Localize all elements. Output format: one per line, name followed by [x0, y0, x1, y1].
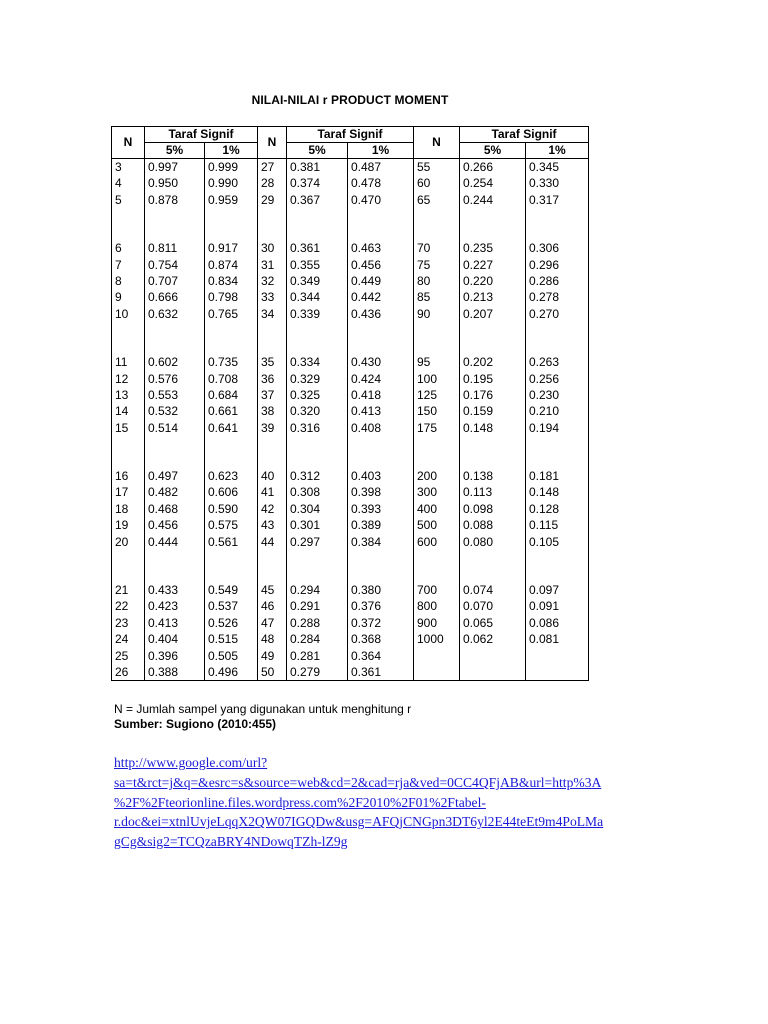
table-cell: 0.086: [529, 615, 560, 630]
table-cell: 46: [261, 599, 275, 614]
table-cell: 26: [115, 664, 129, 679]
table-cell: 0.537: [208, 599, 239, 614]
table-cell: 0.424: [351, 371, 382, 386]
table-cell: 0.834: [208, 273, 239, 288]
link-text-line[interactable]: gCg&sig2=TCQzaBRY4NDowqTZh-lZ9g: [114, 834, 348, 850]
table-cell: 0.304: [290, 501, 321, 516]
table-row-group: [112, 240, 589, 354]
table-cell: 0.606: [208, 485, 239, 500]
table-cell: 0.950: [148, 176, 179, 191]
table-row-group: [112, 159, 589, 241]
table-cell: 0.811: [148, 241, 178, 256]
n-values: [112, 354, 145, 468]
table-cell: 0.349: [290, 273, 321, 288]
column-header-taraf-signif: Taraf Signif: [460, 127, 589, 143]
table-cell: 0.195: [463, 371, 494, 386]
n-values: [112, 159, 145, 241]
table-cell: 48: [261, 632, 275, 647]
table-cell: 18: [115, 501, 129, 516]
n-values: [414, 240, 460, 354]
table-cell: 0.194: [529, 420, 560, 435]
table-cell: 0.404: [148, 632, 179, 647]
column-header-n: N: [414, 127, 460, 159]
table-cell: 0.308: [290, 485, 321, 500]
link-text-line[interactable]: r.doc&ei=xtnlUvjeLqqX2QW07IGQDw&usg=AFQjCNGpn3DT6yl2E44teEt9m4PoLMa: [114, 814, 604, 830]
table-cell: 45: [261, 583, 275, 598]
table-cell: 0.207: [463, 306, 494, 321]
table-row-group: [112, 354, 589, 468]
table-cell: 0.105: [529, 534, 560, 549]
table-cell: 0.325: [290, 387, 321, 402]
n-values: [258, 354, 287, 468]
table-cell: 0.128: [529, 501, 560, 516]
table-cell: 0.515: [208, 632, 239, 647]
n-values: [258, 582, 287, 681]
table-cell: 0.532: [148, 404, 179, 419]
table-cell: 0.754: [148, 257, 179, 272]
table-cell: 16: [115, 469, 129, 484]
table-cell: 0.065: [463, 615, 494, 630]
table-cell: 0.456: [351, 257, 382, 272]
r-5-percent-values: [287, 354, 348, 468]
table-cell: 40: [261, 469, 275, 484]
r-5-percent-values: [145, 240, 205, 354]
n-values: [112, 240, 145, 354]
table-cell: 0.098: [463, 501, 494, 516]
table-cell: 0.372: [351, 615, 382, 630]
r-5-percent-values: [145, 468, 205, 582]
table-cell: 800: [417, 599, 438, 614]
table-cell: 70: [417, 241, 431, 256]
table-cell: 0.230: [529, 387, 560, 402]
n-values: [112, 468, 145, 582]
table-cell: 0.442: [351, 290, 382, 305]
table-cell: 0.374: [290, 176, 321, 191]
table-cell: 37: [261, 387, 275, 402]
table-cell: 0.355: [290, 257, 321, 272]
table-cell: 0.553: [148, 387, 179, 402]
notes: [114, 702, 411, 732]
table-cell: 0.297: [290, 534, 321, 549]
table-cell: 49: [261, 648, 275, 663]
table-cell: 0.408: [351, 420, 382, 435]
table-cell: 0.393: [351, 501, 382, 516]
table-cell: 0.081: [529, 632, 560, 647]
table-cell: 41: [261, 485, 275, 500]
table-cell: 0.468: [148, 501, 179, 516]
table-cell: 0.478: [351, 176, 382, 191]
r-1-percent-values: [526, 159, 589, 241]
table-cell: 0.312: [290, 469, 321, 484]
table-cell: 33: [261, 290, 275, 305]
table-cell: 0.334: [290, 355, 321, 370]
table-cell: 36: [261, 371, 275, 386]
table-cell: 0.959: [208, 192, 239, 207]
table-cell: 44: [261, 534, 275, 549]
table-cell: 34: [261, 306, 275, 321]
table-cell: 0.602: [148, 355, 179, 370]
r-1-percent-values: [205, 582, 258, 681]
r-1-percent-values: [205, 159, 258, 241]
table-cell: 0.244: [463, 192, 494, 207]
table-cell: 0.487: [351, 160, 382, 174]
table-cell: 0.213: [463, 290, 494, 305]
table-cell: 0.575: [208, 518, 239, 533]
table-cell: 0.384: [351, 534, 382, 549]
table-cell: 5: [115, 192, 122, 207]
table-cell: 0.097: [529, 583, 560, 598]
table-cell: 0.361: [351, 664, 382, 679]
table-cell: 0.708: [208, 371, 239, 386]
r-1-percent-values: [348, 240, 414, 354]
n-values: [414, 468, 460, 582]
table-cell: 0.482: [148, 485, 179, 500]
table-cell: 14: [115, 404, 129, 419]
r-5-percent-values: [145, 354, 205, 468]
r-1-percent-values: [526, 240, 589, 354]
table-cell: 0.514: [148, 420, 179, 435]
table-cell: 500: [417, 518, 438, 533]
table-cell: 0.997: [148, 160, 179, 174]
table-cell: 0.113: [463, 485, 493, 500]
link-text-line[interactable]: sa=t&rct=j&q=&esrc=s&source=web&cd=2&cad=rja&ved=0CC4QFjAB&url=http%3A: [114, 774, 602, 790]
table-cell: 35: [261, 355, 275, 370]
column-header-1-percent: 1%: [348, 143, 414, 159]
table-cell: 29: [261, 192, 275, 207]
table-cell: 0.330: [529, 176, 560, 191]
column-header-taraf-signif: Taraf Signif: [287, 127, 414, 143]
table-cell: 300: [417, 485, 438, 500]
table-cell: 600: [417, 534, 438, 549]
table-cell: 0.279: [290, 664, 321, 679]
table-cell: 0.367: [290, 192, 321, 207]
table-cell: 0.423: [148, 599, 179, 614]
table-cell: 400: [417, 501, 438, 516]
r-5-percent-values: [460, 159, 526, 241]
table-cell: 0.227: [463, 257, 494, 272]
table-cell: 0.339: [290, 306, 321, 321]
table-cell: 0.389: [351, 518, 382, 533]
table-cell: 60: [417, 176, 431, 191]
column-header-5-percent: 5%: [287, 143, 348, 159]
r-5-percent-values: [287, 468, 348, 582]
r-1-percent-values: [348, 468, 414, 582]
r-1-percent-values: [348, 159, 414, 241]
table-cell: 0.463: [351, 241, 382, 256]
table-cell: 0.496: [208, 664, 239, 679]
table-cell: 50: [261, 664, 275, 679]
table-cell: 0.070: [463, 599, 494, 614]
table-cell: 0.294: [290, 583, 321, 598]
table-cell: 38: [261, 404, 275, 419]
table-cell: 80: [417, 273, 431, 288]
table-cell: 7: [115, 257, 122, 272]
n-values: [414, 354, 460, 468]
table-cell: 75: [417, 257, 431, 272]
table-cell: 0.990: [208, 176, 239, 191]
table-cell: 23: [115, 615, 129, 630]
table-cell: 0.381: [290, 160, 321, 174]
r-5-percent-values: [460, 354, 526, 468]
table-cell: 0.361: [290, 241, 321, 256]
table-cell: 0.590: [208, 501, 239, 516]
table-cell: 0.433: [148, 583, 179, 598]
r-5-percent-values: [287, 240, 348, 354]
link-text-line[interactable]: %2F%2Fteorionline.files.wordpress.com%2F2010%2F01%2Ftabel-: [114, 794, 486, 810]
source-citation: Sumber: Sugiono (2010:455): [114, 717, 277, 731]
table-cell: 32: [261, 273, 275, 288]
table-cell: 0.403: [351, 469, 382, 484]
n-values: [112, 582, 145, 681]
table-cell: 0.398: [351, 485, 382, 500]
column-header-1-percent: 1%: [205, 143, 258, 159]
table-cell: 0.266: [463, 160, 494, 174]
table-cell: 90: [417, 306, 431, 321]
table-cell: 42: [261, 501, 275, 516]
n-values: [258, 240, 287, 354]
table-cell: 0.576: [148, 371, 179, 386]
table-cell: 0.641: [208, 420, 239, 435]
table-cell: 0.317: [529, 192, 560, 207]
table-cell: 0.368: [351, 632, 382, 647]
table-cell: 21: [115, 583, 129, 598]
n-values: [258, 159, 287, 241]
table-cell: 0.148: [463, 420, 494, 435]
table-cell: 17: [115, 485, 129, 500]
table-cell: 0.329: [290, 371, 321, 386]
table-cell: 0.301: [290, 518, 321, 533]
table-cell: 0.444: [148, 534, 179, 549]
r-5-percent-values: [287, 582, 348, 681]
table-cell: 10: [115, 306, 129, 321]
table-cell: 0.661: [208, 404, 239, 419]
table-cell: 0.202: [463, 355, 494, 370]
table-cell: 0.470: [351, 192, 382, 207]
r-5-percent-values: [145, 582, 205, 681]
table-cell: 0.798: [208, 290, 239, 305]
table-cell: 0.413: [148, 615, 179, 630]
column-header-1-percent: 1%: [526, 143, 589, 159]
column-header-taraf-signif: Taraf Signif: [145, 127, 258, 143]
table-cell: 0.449: [351, 273, 382, 288]
table-cell: 0.418: [351, 387, 382, 402]
table-cell: 15: [115, 420, 129, 435]
table-cell: 0.549: [208, 583, 239, 598]
table-cell: 0.210: [529, 404, 560, 419]
r-1-percent-values: [205, 468, 258, 582]
table-cell: 175: [417, 420, 438, 435]
table-cell: 0.497: [148, 469, 179, 484]
table-cell: 0.220: [463, 273, 494, 288]
table-cell: 0.505: [208, 648, 239, 663]
r-1-percent-values: [526, 468, 589, 582]
table-cell: 55: [417, 160, 431, 174]
table-cell: 0.270: [529, 306, 560, 321]
table-cell: 0.999: [208, 160, 239, 174]
footnote: N = Jumlah sampel yang digunakan untuk menghitung r: [114, 702, 412, 716]
table-cell: 0.088: [463, 518, 494, 533]
table-cell: 25: [115, 648, 129, 663]
table-cell: 0.345: [529, 160, 560, 174]
table-cell: 1000: [417, 632, 444, 647]
table-cell: 0.456: [148, 518, 179, 533]
table-cell: 0.765: [208, 306, 239, 321]
table-cell: 9: [115, 290, 122, 305]
table-cell: 0.235: [463, 241, 494, 256]
column-header-5-percent: 5%: [460, 143, 526, 159]
r-5-percent-values: [460, 582, 526, 681]
table-cell: 0.138: [463, 469, 494, 484]
table-cell: 0.436: [351, 306, 382, 321]
source-link[interactable]: [114, 753, 734, 852]
table-cell: 24: [115, 632, 129, 647]
table-cell: 19: [115, 518, 129, 533]
table-cell: 0.281: [290, 648, 321, 663]
r-5-percent-values: [287, 159, 348, 241]
table-cell: 27: [261, 160, 275, 174]
table-cell: 0.526: [208, 615, 239, 630]
table-cell: 0.256: [529, 371, 560, 386]
table-cell: 0.561: [208, 534, 239, 549]
table-cell: 47: [261, 615, 275, 630]
table-cell: 0.707: [148, 273, 179, 288]
r-product-moment-table: [111, 126, 589, 681]
r-5-percent-values: [145, 159, 205, 241]
table-cell: 0.320: [290, 404, 321, 419]
table-cell: 0.080: [463, 534, 494, 549]
table-cell: 11: [115, 355, 128, 370]
table-row-group: [112, 468, 589, 582]
table-cell: 12: [115, 371, 129, 386]
table-cell: 0.376: [351, 599, 382, 614]
table-cell: 0.091: [529, 599, 560, 614]
table-cell: 0.388: [148, 664, 179, 679]
table-cell: 150: [417, 404, 438, 419]
r-1-percent-values: [205, 354, 258, 468]
table-cell: 0.288: [290, 615, 321, 630]
table-cell: 0.878: [148, 192, 179, 207]
table-cell: 0.263: [529, 355, 560, 370]
table-cell: 8: [115, 273, 122, 288]
table-cell: 0.430: [351, 355, 382, 370]
table-cell: 0.284: [290, 632, 321, 647]
table-cell: 0.176: [463, 387, 494, 402]
table-cell: 0.917: [208, 241, 239, 256]
table-cell: 0.159: [463, 404, 494, 419]
table-cell: 0.148: [529, 485, 560, 500]
table-cell: 0.364: [351, 648, 382, 663]
table-cell: 0.306: [529, 241, 560, 256]
table-cell: 0.413: [351, 404, 382, 419]
table-cell: 0.291: [290, 599, 321, 614]
n-values: [414, 582, 460, 681]
table-cell: 20: [115, 534, 129, 549]
table-cell: 30: [261, 241, 275, 256]
table-cell: 0.623: [208, 469, 239, 484]
table-cell: 900: [417, 615, 438, 630]
table-cell: 0.286: [529, 273, 560, 288]
table-cell: 85: [417, 290, 431, 305]
table-cell: 0.115: [529, 518, 559, 533]
n-values: [258, 468, 287, 582]
table-cell: 0.344: [290, 290, 321, 305]
r-1-percent-values: [348, 582, 414, 681]
table-row-group: [112, 582, 589, 681]
column-header-n: N: [112, 127, 145, 159]
r-1-percent-values: [526, 582, 589, 681]
table-cell: 3: [115, 160, 122, 174]
r-5-percent-values: [460, 240, 526, 354]
table-cell: 200: [417, 469, 438, 484]
r-5-percent-values: [460, 468, 526, 582]
page-title: NILAI-NILAI r PRODUCT MOMENT: [251, 93, 449, 107]
table-cell: 6: [115, 241, 122, 256]
column-header-5-percent: 5%: [145, 143, 205, 159]
table-cell: 13: [115, 387, 129, 402]
table-cell: 0.254: [463, 176, 494, 191]
n-values: [414, 159, 460, 241]
table-cell: 100: [417, 371, 438, 386]
table-cell: 39: [261, 420, 275, 435]
column-header-n: N: [258, 127, 287, 159]
table-cell: 0.380: [351, 583, 382, 598]
r-1-percent-values: [348, 354, 414, 468]
r-1-percent-values: [526, 354, 589, 468]
table-cell: 0.296: [529, 257, 560, 272]
table-cell: 0.062: [463, 632, 494, 647]
table-cell: 65: [417, 192, 431, 207]
table-body: [112, 159, 589, 681]
table-cell: 43: [261, 518, 275, 533]
table-cell: 31: [261, 257, 275, 272]
table-cell: 0.181: [529, 469, 560, 484]
table-cell: 95: [417, 355, 431, 370]
r-1-percent-values: [205, 240, 258, 354]
table-cell: 0.074: [463, 583, 494, 598]
table-cell: 0.735: [208, 355, 239, 370]
table-cell: 0.396: [148, 648, 179, 663]
table-cell: 700: [417, 583, 438, 598]
table-cell: 0.684: [208, 387, 239, 402]
table-cell: 0.666: [148, 290, 179, 305]
table-cell: 22: [115, 599, 129, 614]
table-cell: 0.632: [148, 306, 179, 321]
table-cell: 0.278: [529, 290, 560, 305]
table-cell: 28: [261, 176, 275, 191]
table-cell: 0.874: [208, 257, 239, 272]
link-text-line[interactable]: http://www.google.com/url?: [114, 755, 268, 770]
table-cell: 0.316: [290, 420, 321, 435]
table-cell: 4: [115, 176, 122, 191]
table-cell: 125: [417, 387, 438, 402]
